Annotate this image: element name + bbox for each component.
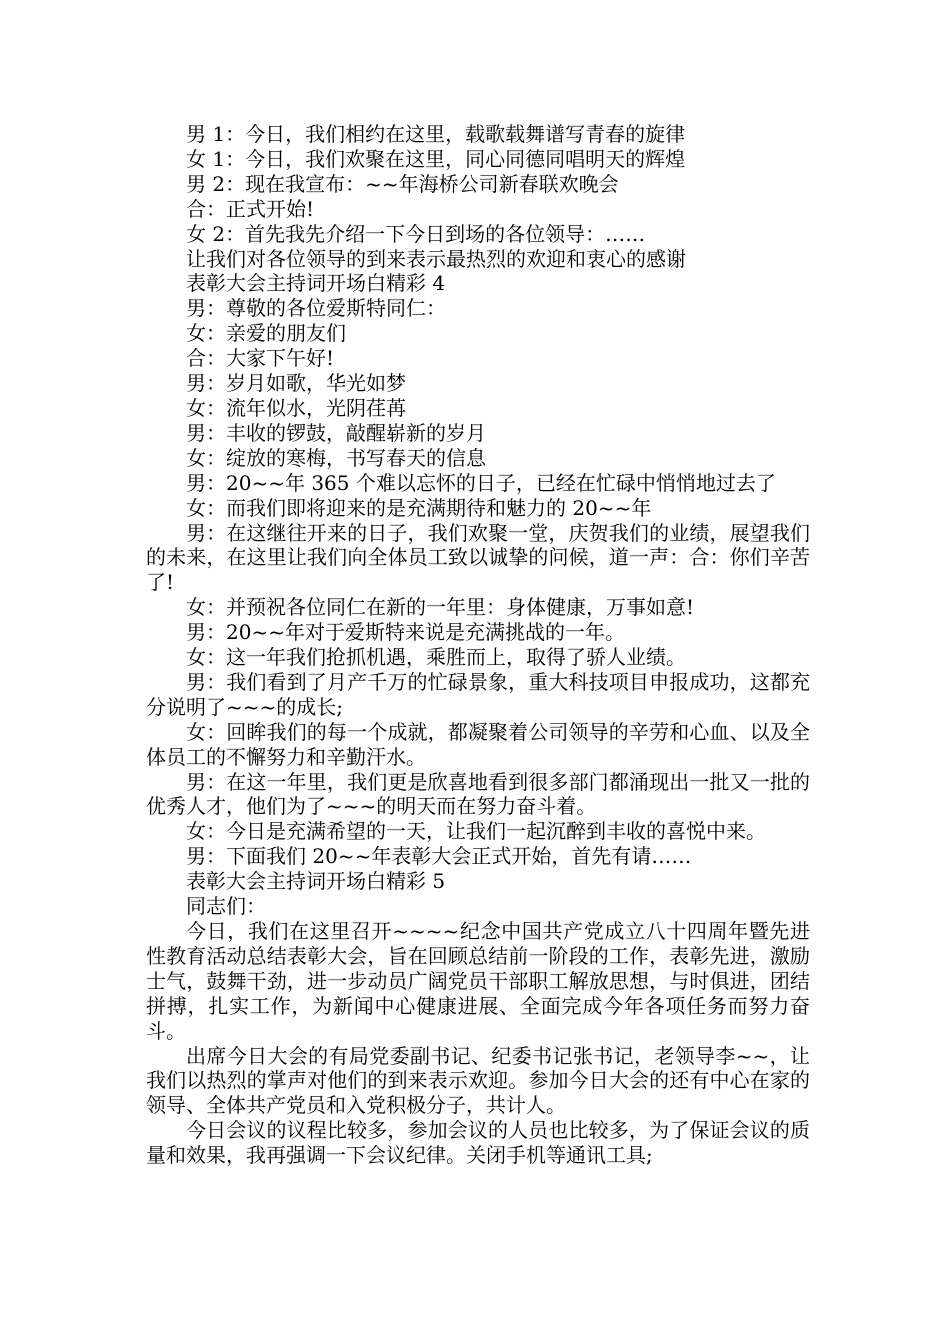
document-body [146,122,810,1168]
paragraph: 男 2：现在我宣布：~~年海桥公司新春联欢晚会 [186,171,619,196]
paragraph: 女：回眸我们的每一个成就，都凝聚着公司领导的辛劳和心血、以及全体员工的不懈努力和辛勤汗水。 [146,719,810,769]
paragraph: 合：大家下午好! [186,346,335,371]
paragraph: 女：而我们即将迎来的是充满期待和魅力的 20~~年 [186,495,652,520]
section-heading: 表彰大会主持词开场白精彩 4 [186,271,446,296]
paragraph: 同志们： [186,894,266,919]
paragraph: 男：在这一年里，我们更是欣喜地看到很多部门都涌现出一批又一批的优秀人才，他们为了~~~的明天而在努力奋斗着。 [146,769,810,819]
paragraph: 男 1：今日，我们相约在这里，载歌载舞谱写青春的旋律 [186,122,686,146]
paragraph: 男：岁月如歌，华光如梦 [186,371,406,396]
paragraph: 女 1：今日，我们欢聚在这里，同心同德同唱明天的辉煌 [186,146,686,171]
paragraph: 今日会议的议程比较多，参加会议的人员也比较多，为了保证会议的质量和效果，我再强调一下会议纪律。关闭手机等通讯工具; [146,1118,810,1168]
paragraph: 男：丰收的锣鼓，敲醒崭新的岁月 [186,420,486,445]
paragraph: 女 2：首先我先介绍一下今日到场的各位领导：…… [186,221,646,246]
paragraph: 女：绽放的寒梅，书写春天的信息 [186,445,486,470]
paragraph: 女：这一年我们抢抓机遇，乘胜而上，取得了骄人业绩。 [186,645,686,670]
paragraph: 今日，我们在这里召开~~~~纪念中国共产党成立八十四周年暨先进性教育活动总结表彰大会，旨在回顾总结前一阶段的工作，表彰先进，激励士气，鼓舞干劲，进一步动员广阔党员干部职工解放思想，与时俱进，团结拼搏，扎实工作，为新闻中心健康进展、全面完成今年各项任务而努力奋斗。 [146,919,810,1043]
paragraph: 让我们对各位领导的到来表示最热烈的欢迎和衷心的感谢 [186,246,686,271]
paragraph: 出席今日大会的有局党委副书记、纪委书记张书记，老领导李~~，让我们以热烈的掌声对他们的到来表示欢迎。参加今日大会的还有中心在家的领导、全体共产党员和入党积极分子，共计人。 [146,1043,810,1118]
paragraph: 男：我们看到了月产千万的忙碌景象，重大科技项目申报成功，这都充分说明了~~~的成长; [146,669,810,719]
section-heading: 表彰大会主持词开场白精彩 5 [186,869,446,894]
paragraph: 女：并预祝各位同仁在新的一年里：身体健康，万事如意! [186,595,695,620]
paragraph: 男：下面我们 20~~年表彰大会正式开始，首先有请…… [186,844,692,869]
paragraph: 男：在这继往开来的日子，我们欢聚一堂，庆贺我们的业绩，展望我们的未来，在这里让我们向全体员工致以诚挚的问候，道一声：合：你们辛苦了! [146,520,810,595]
paragraph: 男：尊敬的各位爱斯特同仁： [186,296,446,321]
paragraph: 女：今日是充满希望的一天，让我们一起沉醉到丰收的喜悦中来。 [186,819,766,844]
paragraph: 女：流年似水，光阴荏苒 [186,395,406,420]
paragraph: 女：亲爱的朋友们 [186,321,346,346]
paragraph: 合：正式开始! [186,196,315,221]
paragraph: 男：20~~年对于爱斯特来说是充满挑战的一年。 [186,620,625,645]
paragraph: 男：20~~年 365 个难以忘怀的日子，已经在忙碌中悄悄地过去了 [186,470,776,495]
